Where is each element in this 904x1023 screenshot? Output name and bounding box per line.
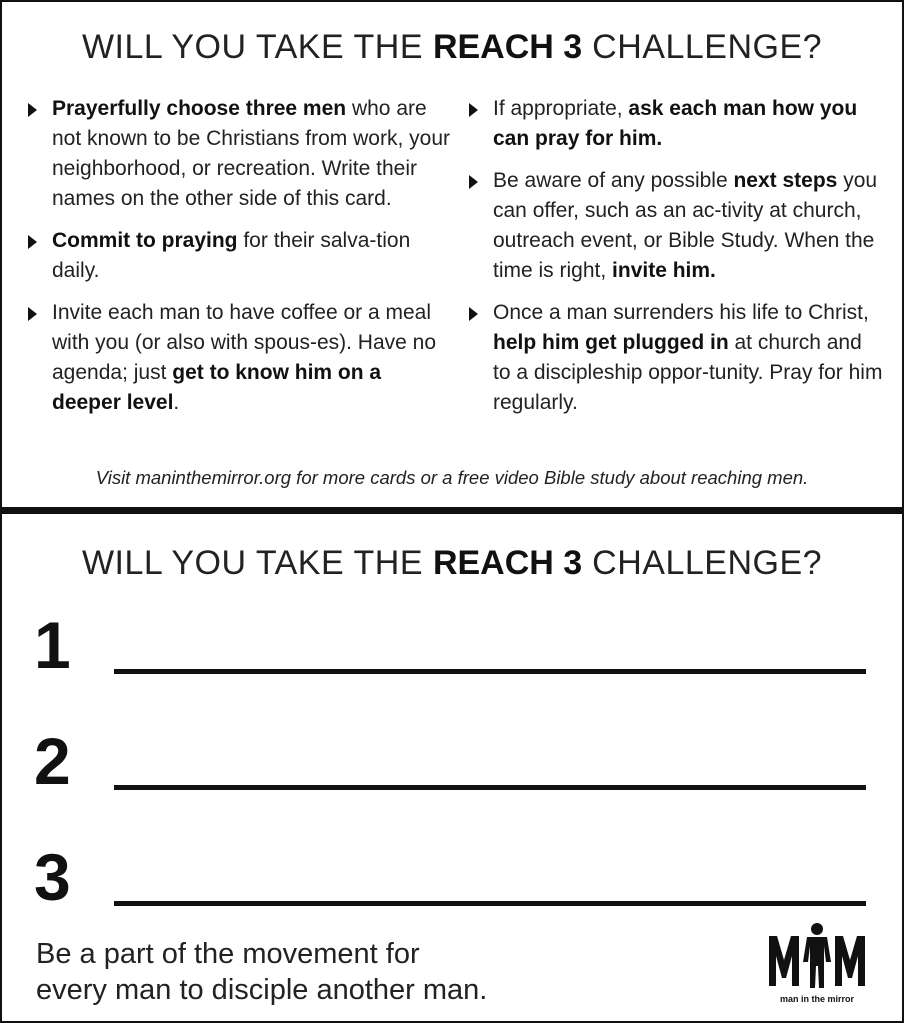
list-item: If appropriate, ask each man how you can pray for him. xyxy=(465,94,885,154)
triangle-bullet-icon xyxy=(28,103,37,117)
row-number: 2 xyxy=(34,724,71,798)
list-item: Commit to praying for their salva-tion daily. xyxy=(24,226,454,286)
right-column xyxy=(465,94,885,430)
name-blank-line[interactable] xyxy=(114,901,866,906)
name-blank-line[interactable] xyxy=(114,669,866,674)
name-entry-row xyxy=(34,610,874,680)
front-card xyxy=(0,0,904,509)
triangle-bullet-icon xyxy=(469,175,478,189)
footnote: Visit maninthemirror.org for more cards or a free video Bible study about reaching men. xyxy=(95,467,809,488)
name-entry-row xyxy=(34,842,874,912)
man-in-the-mirror-logo xyxy=(767,922,867,1010)
list-item: Be aware of any possible next steps you can offer, such as an ac-tivity at church, outreach event, or Bible Study. When the time is right, invite him. xyxy=(465,166,885,286)
list-item: Prayerfully choose three men who are not known to be Christians from work, your neighborhood, or recreation. Write their names on the other side of this card. xyxy=(24,94,454,214)
triangle-bullet-icon xyxy=(28,307,37,321)
triangle-bullet-icon xyxy=(469,103,478,117)
name-entry-row xyxy=(34,726,874,796)
list-item: Invite each man to have coffee or a meal with you (or also with spous-es). Have no agenda; just get to know him on a deeper level. xyxy=(24,298,454,418)
back-title: WILL YOU TAKE THE REACH 3 CHALLENGE? xyxy=(81,544,823,582)
row-number: 3 xyxy=(34,840,71,914)
logo-text: man in the mirror xyxy=(779,994,854,1004)
left-column xyxy=(24,94,454,430)
triangle-bullet-icon xyxy=(469,307,478,321)
name-blank-line[interactable] xyxy=(114,785,866,790)
front-title: WILL YOU TAKE THE REACH 3 CHALLENGE? xyxy=(81,28,823,66)
logo-mark-icon xyxy=(767,922,867,990)
row-number: 1 xyxy=(34,608,71,682)
list-item: Once a man surrenders his life to Christ, help him get plugged in at church and to a discipleship oppor-tunity. Pray for him regularly. xyxy=(465,298,885,418)
back-card xyxy=(0,509,904,1023)
triangle-bullet-icon xyxy=(28,235,37,249)
tagline: Be a part of the movement for every man to disciple another man. xyxy=(36,938,488,1006)
